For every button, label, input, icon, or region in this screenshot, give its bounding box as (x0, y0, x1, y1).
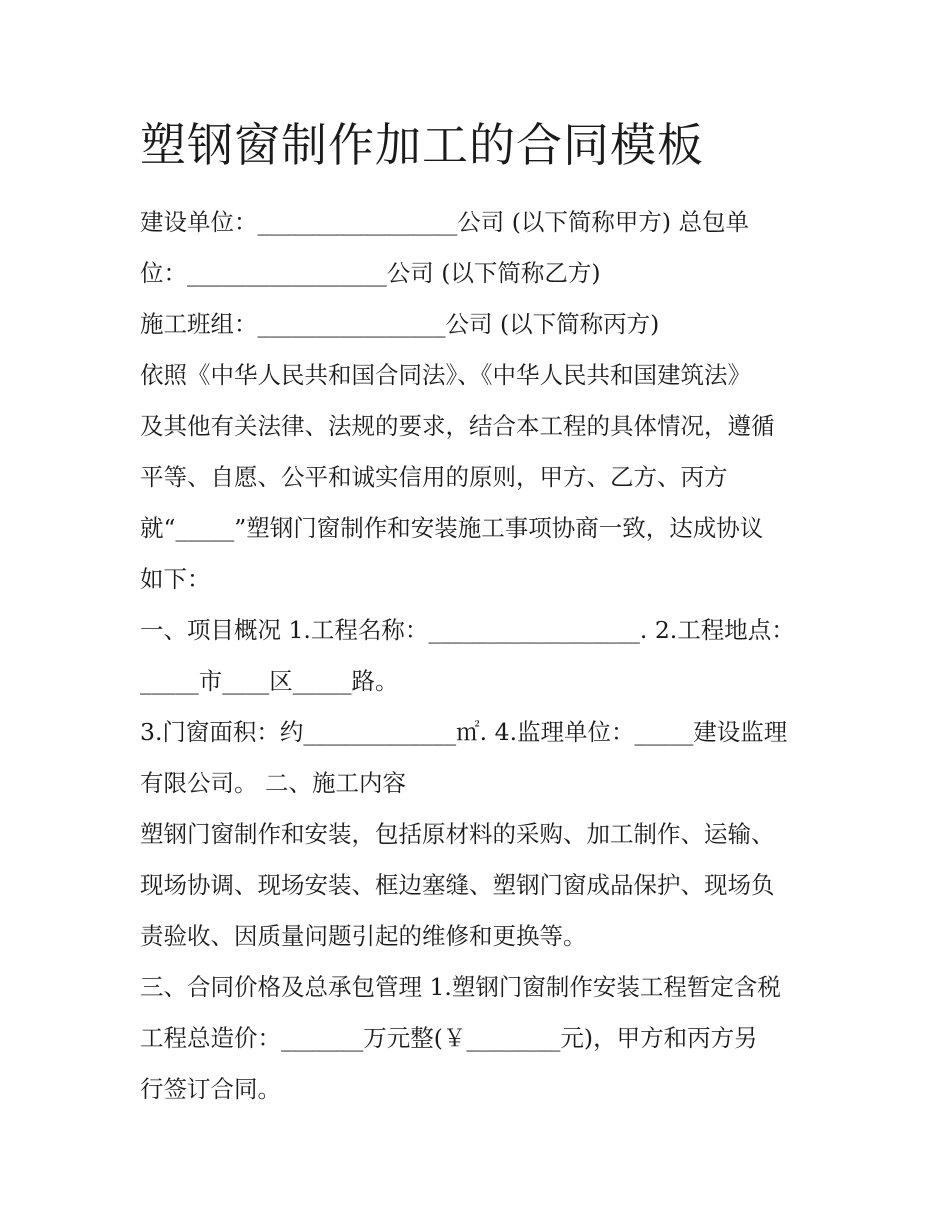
text-line: 工程总造价：_______万元整(￥________元)，甲方和丙方另 (140, 1024, 758, 1052)
text-line: 平等、自愿、公平和诚实信用的原则，甲方、乙方、丙方 (140, 463, 728, 491)
text-line: 就“_____”塑钢门窗制作和安装施工事项协商一致，达成协议 (140, 514, 764, 542)
text-line: 及其他有关法律、法规的要求，结合本工程的具体情况，遵循 (140, 412, 775, 440)
text-line: 有限公司。 二、施工内容 (140, 769, 406, 797)
text-line: 责验收、因质量问题引起的维修和更换等。 (140, 922, 587, 950)
text-line: 施工班组：________________公司 (以下简称丙方) (140, 310, 660, 338)
text-line: 现场协调、现场安装、框边塞缝、塑钢门窗成品保护、现场负 (140, 871, 775, 899)
text-line: 位：_________________公司 (以下简称乙方) (140, 259, 601, 287)
text-line: 3.门窗面积：约_____________㎡. 4.监理单位：_____建设监理 (140, 718, 788, 746)
text-line: 塑钢门窗制作和安装，包括原材料的采购、加工制作、运输、 (140, 820, 775, 848)
text-line: 依照《中华人民共和国合同法》、《中华人民共和国建筑法》 (140, 361, 751, 389)
document-title: 塑钢窗制作加工的合同模板 (140, 118, 704, 172)
text-line: 三、合同价格及总承包管理 1.塑钢门窗制作安装工程暂定含税 (140, 973, 781, 1001)
text-line: 如下： (140, 565, 211, 593)
text-line: 建设单位：_________________公司 (以下简称甲方) 总包单 (140, 208, 750, 236)
text-line: 一、项目概况 1.工程名称：__________________. 2.工程地点： (140, 616, 795, 644)
text-line: 行签订合同。 (140, 1075, 281, 1103)
text-line: _____市____区_____路。 (140, 667, 399, 695)
